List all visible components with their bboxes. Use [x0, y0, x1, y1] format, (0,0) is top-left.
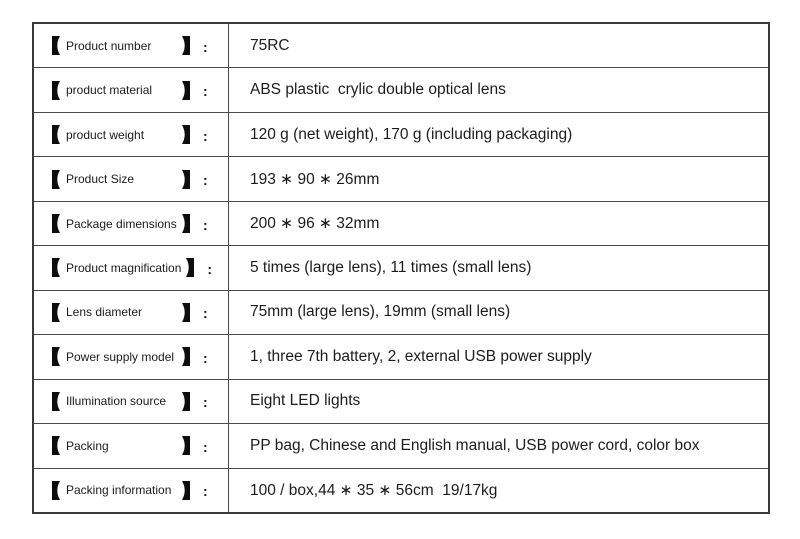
left-lenticular-bracket-icon [52, 303, 60, 322]
spec-label-cell [34, 424, 229, 467]
spec-value: 5 times (large lens), 11 times (small lens) [250, 258, 532, 276]
spec-value: 120 g (net weight), 170 g (including packaging) [250, 125, 573, 143]
spec-value: 1, three 7th battery, 2, external USB power supply [250, 347, 592, 365]
spec-label: Illumination source [66, 394, 167, 409]
label-bracket-group [52, 303, 190, 322]
label-colon: : [203, 349, 208, 366]
left-lenticular-bracket-icon [52, 214, 60, 233]
spec-value: 100 / box,44 ∗ 35 ∗ 56cm 19/17kg [250, 481, 498, 499]
left-lenticular-bracket-icon [52, 81, 60, 100]
label-colon: : [203, 172, 208, 189]
left-lenticular-bracket-icon [52, 347, 60, 366]
spec-label-cell [34, 157, 229, 200]
spec-value: 75mm (large lens), 19mm (small lens) [250, 303, 511, 321]
spec-row [34, 157, 768, 201]
label-colon: : [203, 216, 208, 233]
left-lenticular-bracket-icon [52, 481, 60, 500]
left-lenticular-bracket-icon [52, 170, 60, 189]
label-colon: : [203, 438, 208, 455]
spec-label: Lens diameter [66, 305, 143, 320]
spec-row [34, 424, 768, 468]
label-bracket-group [52, 481, 190, 500]
right-lenticular-bracket-icon [182, 125, 190, 144]
spec-value: PP bag, Chinese and English manual, USB power cord, color box [250, 436, 700, 454]
label-bracket-group [52, 436, 190, 455]
right-lenticular-bracket-icon [182, 214, 190, 233]
spec-row [34, 68, 768, 112]
spec-label-cell [34, 335, 229, 378]
label-colon: : [203, 483, 208, 500]
spec-value: Eight LED lights [250, 392, 361, 410]
spec-label: Product Size [66, 172, 135, 187]
spec-label: Packing [66, 438, 109, 453]
right-lenticular-bracket-icon [182, 81, 190, 100]
label-bracket-group [52, 258, 194, 277]
spec-row [34, 380, 768, 424]
label-colon: : [203, 394, 208, 411]
spec-label: product weight [66, 127, 145, 142]
spec-label-cell [34, 113, 229, 156]
right-lenticular-bracket-icon [182, 436, 190, 455]
label-bracket-group [52, 125, 190, 144]
label-bracket-group [52, 347, 190, 366]
spec-label-cell [34, 246, 229, 289]
right-lenticular-bracket-icon [182, 481, 190, 500]
label-colon: : [203, 127, 208, 144]
spec-value: 75RC [250, 36, 290, 54]
spec-label: Product number [66, 38, 152, 53]
spec-row [34, 469, 768, 512]
spec-row [34, 24, 768, 68]
spec-label-cell [34, 380, 229, 423]
right-lenticular-bracket-icon [182, 303, 190, 322]
spec-label-cell [34, 291, 229, 334]
left-lenticular-bracket-icon [52, 36, 60, 55]
right-lenticular-bracket-icon [182, 170, 190, 189]
spec-table [32, 22, 770, 514]
right-lenticular-bracket-icon [182, 392, 190, 411]
spec-value: ABS plastic crylic double optical lens [250, 81, 506, 99]
right-lenticular-bracket-icon [186, 258, 194, 277]
spec-label: Product magnification [66, 260, 182, 275]
spec-label-cell [34, 202, 229, 245]
label-bracket-group [52, 81, 190, 100]
label-colon: : [203, 38, 208, 55]
label-bracket-group [52, 170, 190, 189]
spec-value: 193 ∗ 90 ∗ 26mm [250, 170, 380, 188]
spec-label: product material [66, 83, 153, 98]
spec-label: Packing information [66, 483, 172, 498]
right-lenticular-bracket-icon [182, 347, 190, 366]
label-bracket-group [52, 392, 190, 411]
left-lenticular-bracket-icon [52, 436, 60, 455]
spec-label-cell [34, 469, 229, 512]
spec-label: Package dimensions [66, 216, 177, 231]
spec-value: 200 ∗ 96 ∗ 32mm [250, 215, 380, 233]
spec-row [34, 113, 768, 157]
spec-row [34, 291, 768, 335]
spec-row [34, 246, 768, 290]
left-lenticular-bracket-icon [52, 392, 60, 411]
spec-label: Power supply model [66, 349, 175, 364]
label-colon: : [203, 83, 208, 100]
label-colon: : [207, 260, 213, 277]
spec-row [34, 202, 768, 246]
label-bracket-group [52, 36, 190, 55]
right-lenticular-bracket-icon [182, 36, 190, 55]
left-lenticular-bracket-icon [52, 258, 60, 277]
label-bracket-group [52, 214, 190, 233]
left-lenticular-bracket-icon [52, 125, 60, 144]
label-colon: : [203, 305, 208, 322]
spec-label-cell [34, 68, 229, 111]
spec-row [34, 335, 768, 379]
spec-label-cell [34, 24, 229, 67]
